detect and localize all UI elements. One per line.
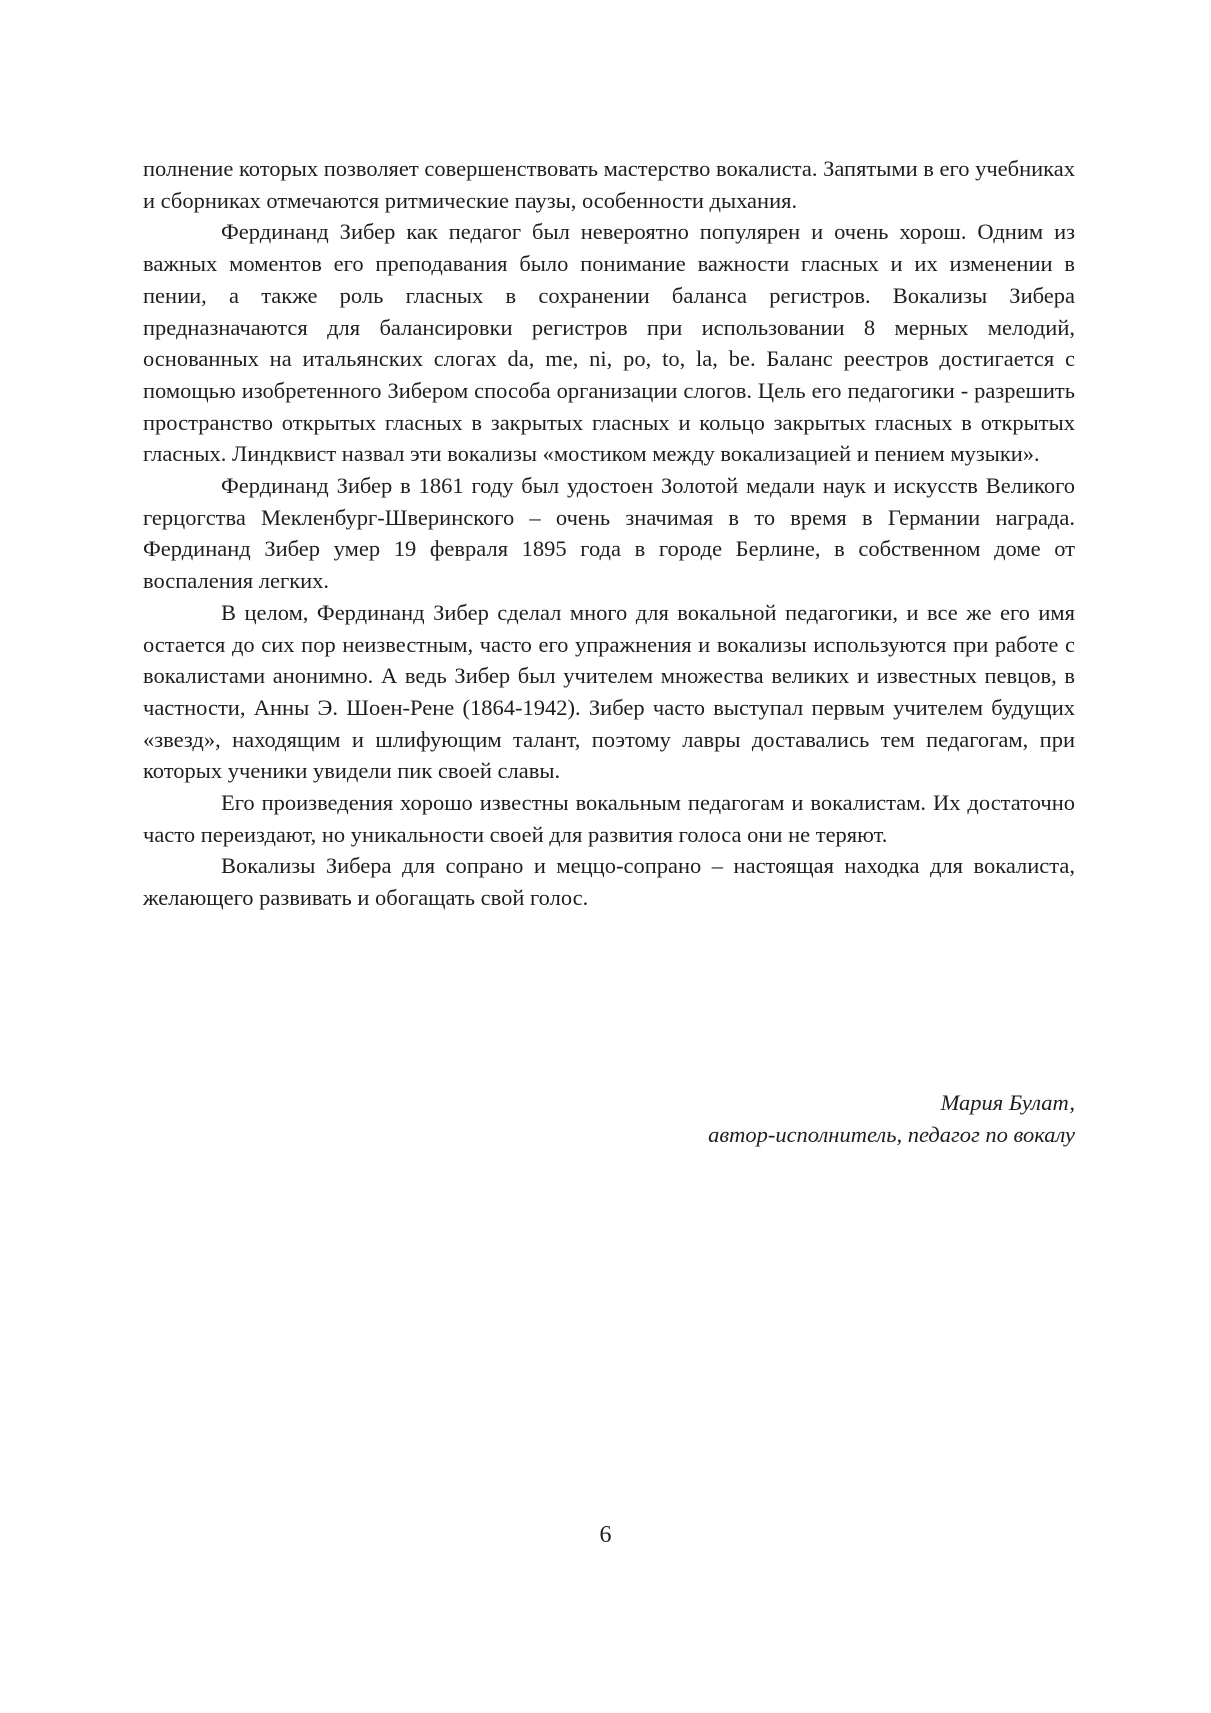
paragraph-5: Его произведения хорошо известны вокальным педагогам и вокалистам. Их достаточно часто переиздают, но уникальности своей для развития голоса они не теряют. <box>143 790 1075 847</box>
author-signature <box>708 1087 1075 1151</box>
paragraph-1: полнение которых позволяет совершенствовать мастерство вокалиста. Запятыми в его учебниках и сборниках отмечаются ритмические паузы, особенности дыхания. <box>143 156 1075 213</box>
body-text <box>143 153 1075 914</box>
page-number: 6 <box>599 1522 612 1548</box>
paragraph-2: Фердинанд Зибер как педагог был невероятно популярен и очень хорош. Одним из важных моментов его преподавания было понимание важности гласных и их изменении в пении, а также роль гласных в сохранении баланса регистров. Вокализы Зибера предназначаются для балансировки регистров при использовании 8 мерных мелодий, основанных на итальянских слогах da, me, ni, po, to, la, be. Баланс реестров достигается с помощью изобретенного Зибером способа организации слогов. Цель его педагогики - разрешить пространство открытых гласных в закрытых гласных и кольцо закрытых гласных в открытых гласных. Линдквист назвал эти вокализы «мостиком между вокализацией и пением музыки». <box>143 219 1075 467</box>
paragraph-6: Вокализы Зибера для сопрано и меццо-сопрано – настоящая находка для вокалиста, желающего развивать и обогащать свой голос. <box>143 853 1075 911</box>
paragraph-3: Фердинанд Зибер в 1861 году был удостоен Золотой медали наук и искусств Великого герцогства Мекленбург-Шверинского – очень значимая в то время в Германии награда. Фердинанд Зибер умер 19 февраля 1895 года в городе Берлине, в собственном доме от воспаления легких. <box>143 473 1075 594</box>
author-role: автор-исполнитель, педагог по вокалу <box>708 1122 1075 1147</box>
author-name: Мария Булат, <box>940 1090 1075 1115</box>
paragraph-4: В целом, Фердинанд Зибер сделал много для вокальной педагогики, и все же его имя остается до сих пор неизвестным, часто его упражнения и вокализы используются при работе с вокалистами анонимно. А ведь Зибер был учителем множества великих и известных певцов, в частности, Анны Э. Шоен-Рене (1864-1942). Зибер часто выступал первым учителем будущих «звезд», находящим и шлифующим талант, поэтому лавры доставались тем педагогам, при которых ученики увидели пик своей славы. <box>143 599 1075 784</box>
